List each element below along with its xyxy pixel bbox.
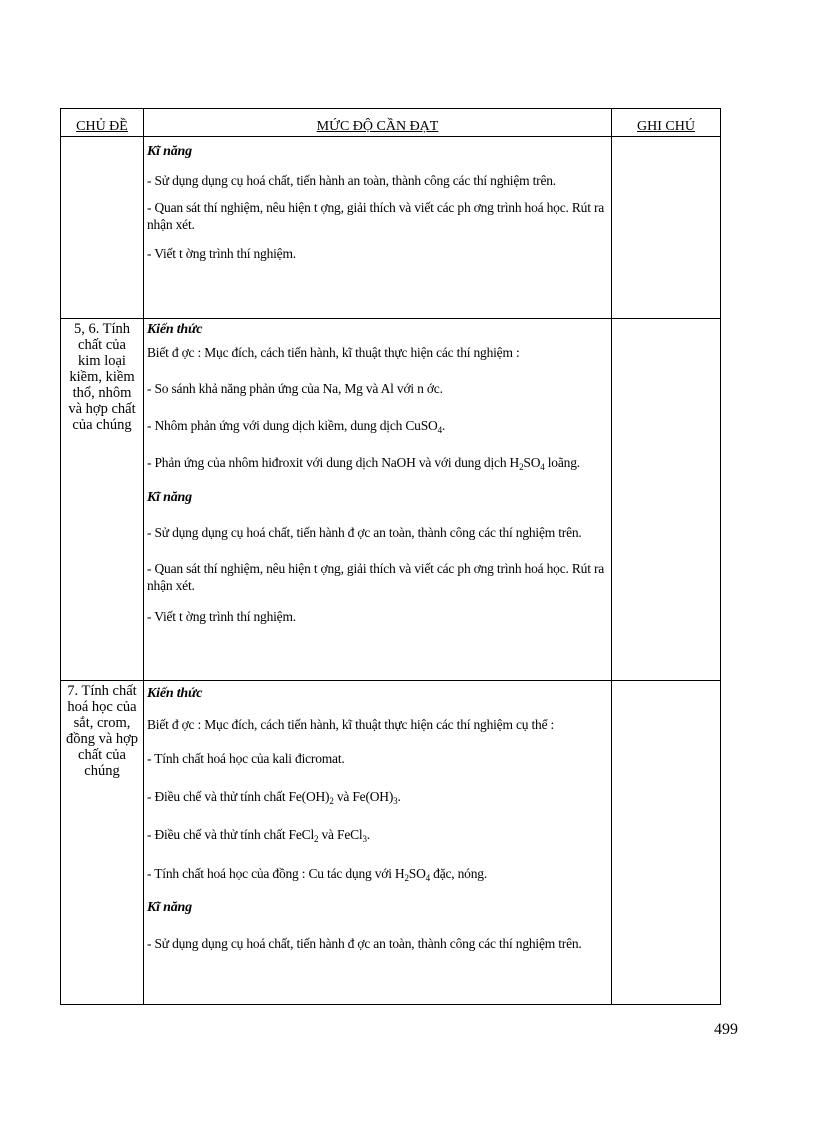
content-line: - Nhôm phản ứng với dung dịch kiềm, dung dịch CuSO$_4$. [147,418,446,435]
content-line: - Tính chất hoá học của đồng : Cu tác dụng với $H_2SO_4$ đặc, nóng. [147,866,488,883]
topic-cell: 7. Tính chất hoá học của sắt, crom, đồng và hợp chất của chúng [61,681,144,1005]
content-cell [144,137,612,319]
topic-cell: 5, 6. Tính chất của kim loại kiềm, kiềm thổ, nhôm và hợp chất của chúng [61,319,144,681]
content-line: - Quan sát thí nghiệm, nêu hiện t ợng, giải thích và viết các ph ơng trình hoá học. Rút ra nhận xét. [147,561,605,593]
curriculum-table [60,108,721,1005]
notes-cell [612,137,721,319]
content-line: - Điều chế và thử tính chất FeCl$_2$ và FeCl$_3$. [147,827,370,844]
table-row [61,681,721,1005]
header-notes: GHI CHÚ [612,109,721,137]
topic-cell [61,137,144,319]
section-heading: Kĩ năng [147,900,192,915]
content-line: - Phản ứng của nhôm hiđroxit với dung dịch NaOH và với dung dịch $H_2SO_4$ loãng. [147,455,580,472]
table-header-row [61,109,721,137]
content-line: Biết đ ợc : Mục đích, cách tiến hành, kĩ thuật thực hiện các thí nghiệm : [147,345,520,360]
section-heading: Kĩ năng [147,490,192,505]
header-level: MỨC ĐỘ CẦN ĐẠT [144,109,612,137]
content-cell [144,319,612,681]
notes-cell [612,319,721,681]
table-row [61,137,721,319]
notes-cell [612,681,721,1005]
section-heading: Kiến thức [147,322,203,337]
content-cell [144,681,612,1005]
content-line: - Viết t ờng trình thí nghiệm. [147,246,296,261]
content-line: - Sử dụng dụng cụ hoá chất, tiến hành đ ợc an toàn, thành công các thí nghiệm trên. [147,936,582,951]
content-line: - Tính chất hoá học của kali đicromat. [147,751,345,766]
table-row [61,319,721,681]
page-number: 499 [714,1021,738,1038]
content-line: - Sử dụng dụng cụ hoá chất, tiến hành đ ợc an toàn, thành công các thí nghiệm trên. [147,525,582,540]
content-line: Biết đ ợc : Mục đích, cách tiến hành, kĩ thuật thực hiện các thí nghiệm cụ thể : [147,717,555,732]
content-line: - Viết t ờng trình thí nghiệm. [147,609,296,624]
content-line: - Điều chế và thử tính chất $Fe(OH)_2$ và $Fe(OH)_3$. [147,789,401,806]
content-line: - So sánh khả năng phản ứng của Na, Mg và Al với n ớc. [147,381,443,396]
content-line: - Sử dụng dụng cụ hoá chất, tiến hành an toàn, thành công các thí nghiệm trên. [147,173,556,188]
header-topic: CHỦ ĐỀ [61,109,144,137]
section-heading: Kiến thức [147,686,203,701]
section-heading: Kĩ năng [147,144,192,159]
content-line: - Quan sát thí nghiệm, nêu hiện t ợng, giải thích và viết các ph ơng trình hoá học. Rút ra nhận xét. [147,200,605,232]
